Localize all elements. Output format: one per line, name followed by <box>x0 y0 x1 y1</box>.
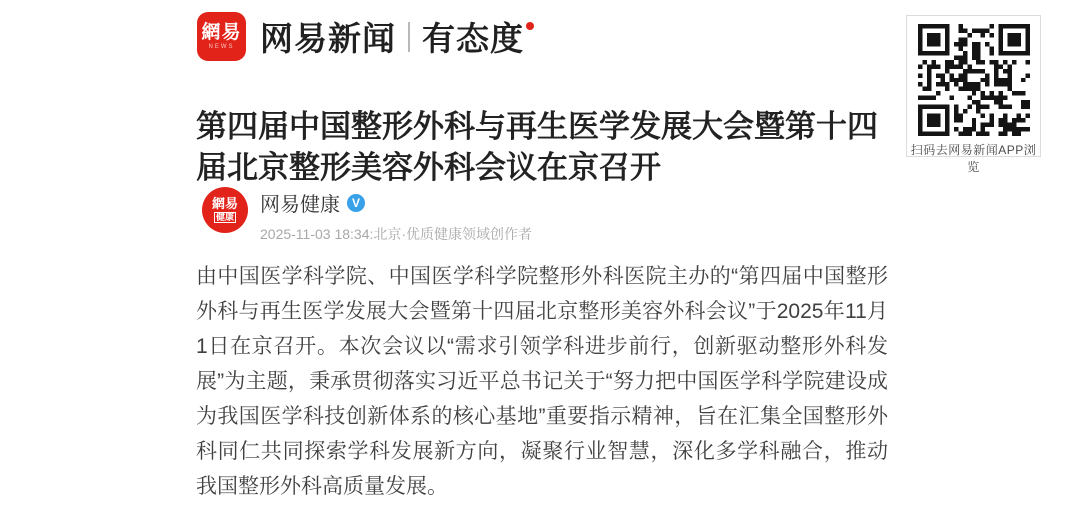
site-header <box>197 12 534 61</box>
netease-logo-subtext: NEWS <box>208 44 235 50</box>
author-meta: 2025-11-03 18:34:北京·优质健康领域创作者 <box>260 226 533 242</box>
author-name[interactable]: 网易健康 <box>260 194 340 216</box>
brand-name[interactable]: 网易新闻 <box>260 20 396 57</box>
verified-badge-icon: V <box>347 194 365 212</box>
author-avatar-text-top: 網易 <box>211 196 238 211</box>
qr-panel <box>906 15 1041 174</box>
netease-logo[interactable] <box>197 12 246 61</box>
author-info <box>260 187 532 244</box>
qr-caption: 扫码去网易新闻APP浏览 <box>910 143 1037 174</box>
brand-slogan <box>422 13 534 60</box>
author-avatar[interactable] <box>202 187 248 233</box>
trademark-dot-icon <box>526 22 534 30</box>
author-avatar-text-bottom: 健康 <box>215 212 234 222</box>
article-title: 第四届中国整形外科与再生医学发展大会暨第十四届北京整形美容外科会议在京召开 <box>196 108 878 185</box>
netease-logo-text: 網易 <box>201 22 242 43</box>
header-divider <box>408 22 410 52</box>
author-row <box>202 187 532 244</box>
author-name-row <box>260 188 532 217</box>
qr-code-image <box>918 24 1030 136</box>
brand-slogan-text: 有态度 <box>422 20 524 57</box>
article-body: 由中国医学科学院、中国医学科学院整形外科医院主办的“第四届中国整形外科与再生医学发展大会暨第十四届北京整形美容外科会议”于2025年11月1日在京召开。本次会议以“需求引领学科进步前行，创新驱动整形外科发展”为主题，秉承贯彻落实习近平总书记关于“努力把中国医学科学院建设成为我国医学科技创新体系的核心基地”重要指示精神，旨在汇集全国整形外科同仁共同探索学科发展新方向，凝聚行业智慧，深化多学科融合，推动我国整形外科高质量发展。 <box>196 265 888 498</box>
